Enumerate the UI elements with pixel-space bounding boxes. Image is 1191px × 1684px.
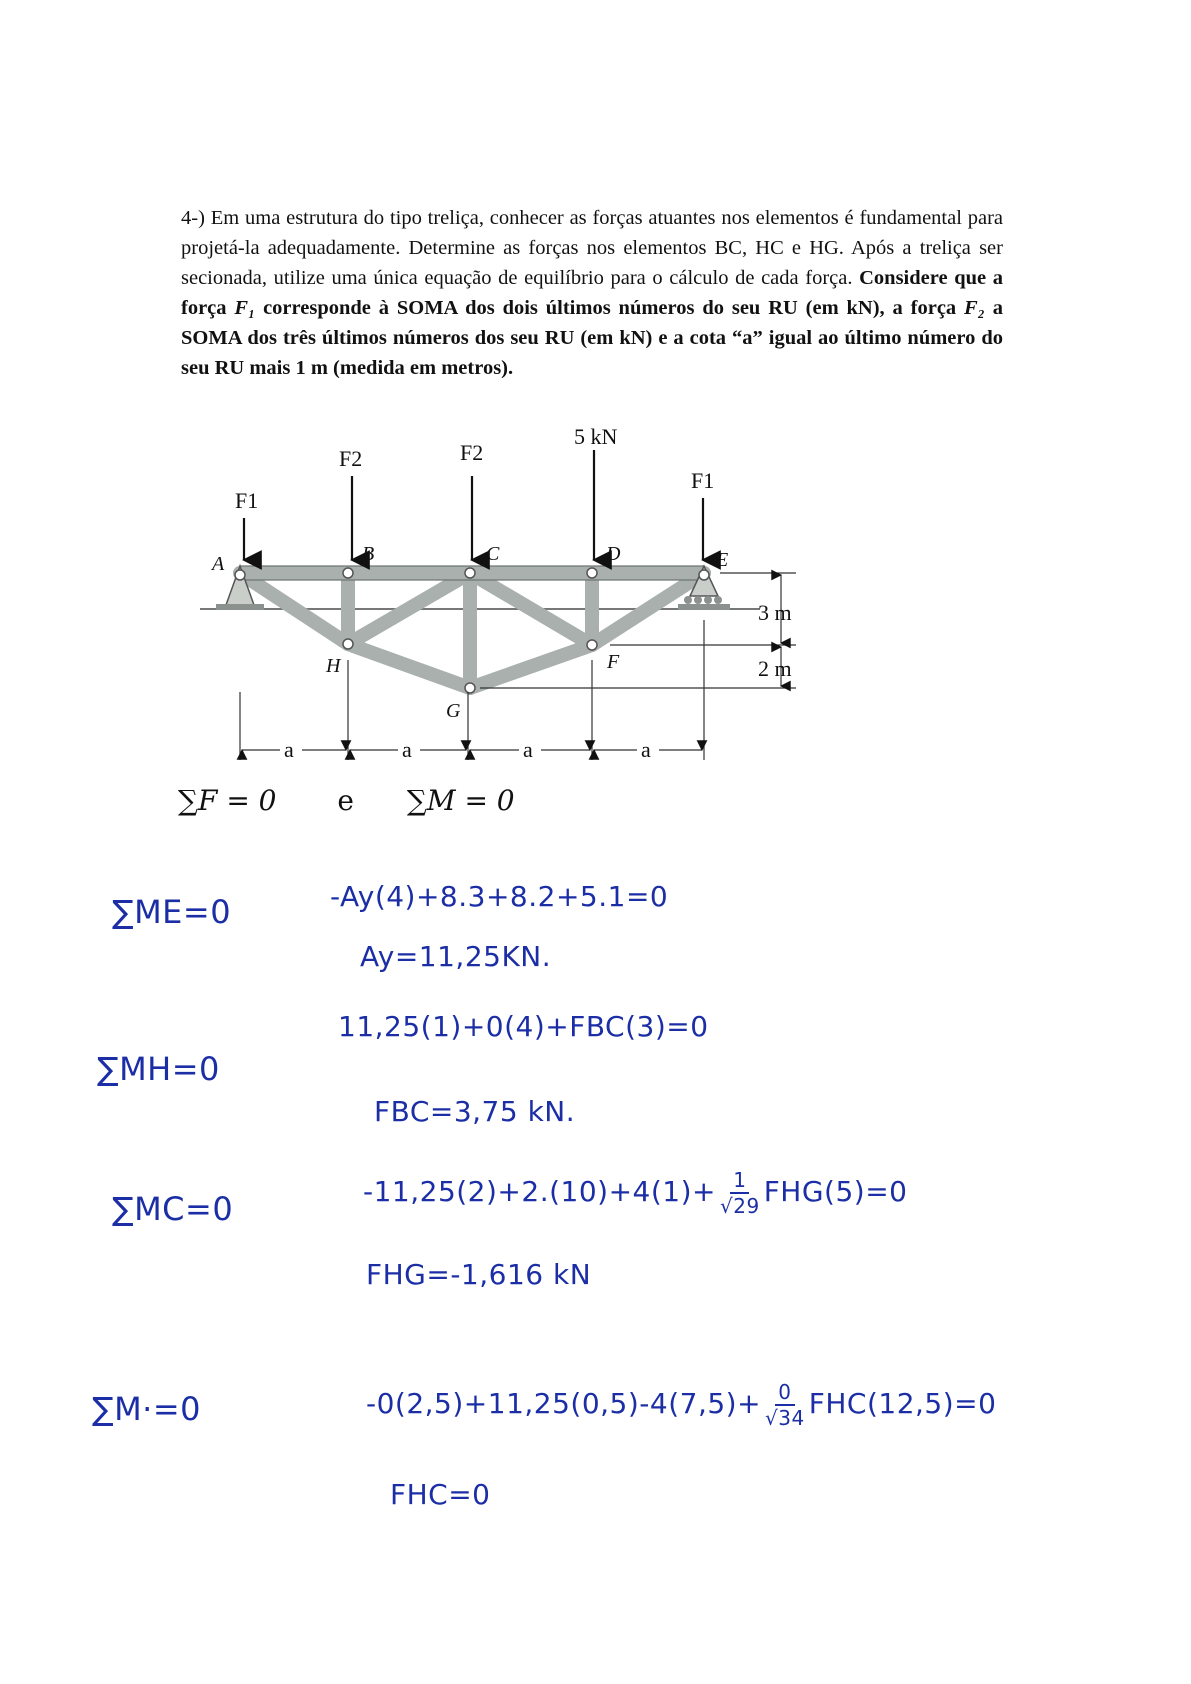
- hw-eq4-frac-num: 0: [775, 1380, 794, 1406]
- joint-label-b: B: [362, 543, 375, 565]
- joint-label-d: D: [606, 543, 621, 565]
- hw-eq1-result: Ay=11,25KN.: [360, 940, 552, 973]
- label-f1-left: F1: [235, 488, 259, 513]
- joint-label-g: G: [446, 700, 461, 722]
- label-f1-right: F1: [691, 468, 715, 493]
- label-5kn: 5 kN: [574, 424, 618, 449]
- dim-span-2: a: [402, 737, 412, 762]
- hw-eq4-rhs: [366, 1380, 996, 1430]
- problem-segment: F₁: [234, 297, 256, 319]
- joint-label-e: E: [716, 549, 729, 571]
- truss-diagram: [190, 420, 810, 780]
- dim-span-1: a: [284, 737, 294, 762]
- hw-eq3-frac-num: 1: [730, 1168, 749, 1194]
- hw-eq3-rhs-b: FHG(5)=0: [763, 1175, 908, 1208]
- hw-eq1-lhs: ∑ME=0: [112, 893, 232, 931]
- joint-label-a: A: [212, 553, 225, 575]
- hw-eq3-frac-den: √29: [719, 1194, 760, 1218]
- hw-eq4-lhs: ∑M·=0: [92, 1390, 202, 1428]
- joint-label-c: C: [486, 543, 500, 565]
- conjunction: e: [337, 784, 354, 817]
- dim-label-3m: 3 m: [758, 600, 792, 625]
- dim-span-3: a: [523, 737, 533, 762]
- equilibrium-equations: [178, 784, 515, 817]
- problem-segment: Considere que a força: [181, 267, 1003, 319]
- hw-eq4-fraction: [765, 1380, 805, 1430]
- hw-eq2-rhs: 11,25(1)+0(4)+FBC(3)=0: [338, 1010, 709, 1043]
- dim-span-4: a: [641, 737, 651, 762]
- hw-eq3-result: FHG=-1,616 kN: [366, 1258, 592, 1291]
- problem-segment: 4-) Em uma estrutura do tipo treliça, conhecer as forças atuantes nos elementos é fundamental para projetá-la adequadamente. Determine as forças nos elementos BC, HC e HG. Após a treliça ser secionada, utilize uma única equação de equilíbrio para o cálculo de cada força.: [181, 207, 1003, 289]
- hw-eq4-frac-den: √34: [765, 1406, 805, 1430]
- hw-eq3-rhs-a: -11,25(2)+2.(10)+4(1)+: [363, 1175, 716, 1208]
- hw-eq2-lhs: ∑MH=0: [97, 1050, 220, 1088]
- joint-label-f: F: [607, 651, 620, 673]
- hw-eq2-result: FBC=3,75 kN.: [374, 1095, 576, 1128]
- sum-moments: ∑M = 0: [406, 784, 515, 817]
- hw-eq4-rhs-b: FHC(12,5)=0: [808, 1387, 997, 1420]
- problem-statement: [181, 203, 1003, 383]
- hw-eq3-rhs: [363, 1168, 907, 1218]
- hw-eq3-lhs: ∑MC=0: [112, 1190, 234, 1228]
- hw-eq4-rhs-a: -0(2,5)+11,25(0,5)-4(7,5)+: [366, 1387, 762, 1420]
- label-f2-left: F2: [339, 446, 363, 471]
- dim-label-2m: 2 m: [758, 656, 792, 681]
- hw-eq3-fraction: [720, 1168, 760, 1218]
- problem-segment: corresponde à SOMA dos dois últimos números do seu RU (em kN), a força: [255, 297, 965, 319]
- hw-eq1-rhs: -Ay(4)+8.3+8.2+5.1=0: [330, 880, 669, 913]
- joint-label-h: H: [326, 655, 341, 677]
- problem-segment: a SOMA dos três últimos números dos seu RU (em kN) e a cota “a” igual ao último número do seu RU mais 1 m (medida em metros).: [181, 297, 1003, 379]
- problem-segment: F₂: [964, 297, 985, 319]
- label-f2-mid: F2: [460, 440, 484, 465]
- sum-forces: ∑F = 0: [178, 784, 277, 817]
- truss-members: [240, 573, 704, 688]
- hw-eq4-result: FHC=0: [390, 1478, 491, 1511]
